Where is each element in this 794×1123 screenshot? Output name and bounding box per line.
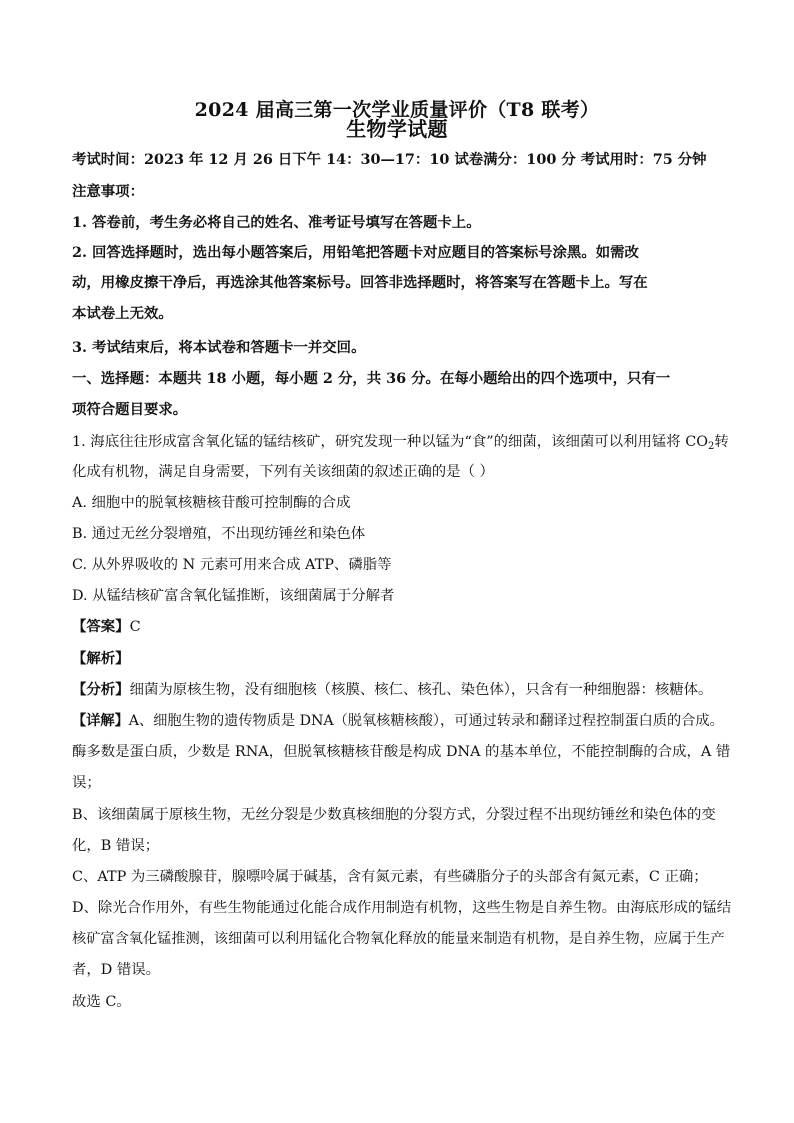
- answer-tag: 【答案】: [72, 618, 130, 635]
- option-d: D. 从锰结核矿富含氧化锰推断，该细菌属于分解者: [72, 588, 395, 604]
- xiangjie-line-4: B、该细菌属于原核生物，无丝分裂是少数真核细胞的分裂方式，分裂过程不出现纺锤丝和染色体的变: [72, 807, 716, 823]
- subscript-2: 2: [708, 441, 715, 452]
- analysis-tag: 【解析】: [72, 650, 130, 667]
- question-1-stem-tail: 转: [714, 434, 729, 450]
- xiangjie-tag: 【详解】: [72, 713, 129, 729]
- xiangjie-line-5: 化，B 错误；: [72, 838, 160, 854]
- fenxi-text: 细菌为原核生物，没有细胞核（核膜、核仁、核孔、染色体），只含有一种细胞器：核糖体。: [129, 682, 713, 698]
- option-c: C. 从外界吸收的 N 元素可用来合成 ATP、磷脂等: [72, 557, 392, 573]
- xiangjie-line-9: 者，D 错误。: [72, 962, 161, 978]
- xiangjie-line-6: C、ATP 为三磷酸腺苷，腺嘌呤属于碱基，含有氮元素，有些磷脂分子的头部含有氮元素，C 正确；: [72, 869, 708, 885]
- xiangjie-line-2: 酶多数是蛋白质，少数是 RNA，但脱氧核糖核苷酸是构成 DNA 的基本单位，不能控制酶的合成，A 错: [72, 744, 731, 760]
- xiangjie-text-1: A、细胞生物的遗传物质是 DNA（脱氧核糖核酸），可通过转录和翻译过程控制蛋白质的合成。: [128, 713, 724, 729]
- notice-item-2-line-1: 2. 回答选择题时，选出每小题答案后，用铅笔把答题卡对应题目的答案标号涂黑。如需改: [72, 244, 639, 261]
- xiangjie-line-8: 核矿富含氧化锰推测，该细菌可以利用锰化合物氧化释放的能量来制造有机物，是自养生物，应属于生产: [72, 931, 725, 947]
- section-heading-line-1: 一、选择题：本题共 18 小题，每小题 2 分，共 36 分。在每小题给出的四个选项中，只有一: [72, 370, 671, 387]
- conclusion: 故选 C。: [72, 994, 131, 1010]
- page-title: 2024 届高三第一次学业质量评价（T8 联考）: [194, 99, 600, 121]
- question-1-stem-text: 1. 海底往往形成富含氧化锰的锰结核矿，研究发现一种以锰为“食”的细菌，该细菌可以利用锰将 CO: [72, 434, 709, 450]
- option-a: A. 细胞中的脱氧核糖核苷酸可控制酶的合成: [72, 495, 351, 511]
- xiangjie-line-7: D、除光合作用外，有些生物能通过化能合成作用制造有机物，这些生物是自养生物。由海底形成的锰结: [72, 900, 732, 916]
- notice-item-3: 3. 考试结束后，将本试卷和答题卡一并交回。: [72, 339, 366, 356]
- xiangjie-line-1: [72, 711, 732, 731]
- notice-item-2-line-2: 动，用橡皮擦干净后，再选涂其他答案标号。回答非选择题时，将答案写在答题卡上。写在: [72, 274, 648, 291]
- notice-item-2-line-3: 本试卷上无效。: [72, 305, 173, 322]
- page-subtitle: 生物学试题: [346, 117, 448, 141]
- answer-line: [72, 617, 732, 637]
- exam-info: 考试时间：2023 年 12 月 26 日下午 14：30—17：10 试卷满分：100 分 考试用时：75 分钟: [72, 151, 707, 168]
- question-1-stem-line-1: [72, 432, 732, 457]
- xiangjie-line-3: 误；: [72, 775, 101, 791]
- question-1-stem-line-2: 化成有机物，满足自身需要，下列有关该细菌的叙述正确的是（ ）: [72, 464, 494, 480]
- fenxi-line: [72, 680, 732, 700]
- section-heading-line-2: 项符合题目要求。: [72, 401, 188, 418]
- answer-value: C: [129, 619, 141, 635]
- notice-item-1: 1. 答卷前，考生务必将自己的姓名、准考证号填写在答题卡上。: [72, 214, 481, 231]
- notice-heading: 注意事项：: [72, 183, 144, 200]
- option-b: B. 通过无丝分裂增殖，不出现纺锤丝和染色体: [72, 526, 366, 542]
- fenxi-tag: 【分析】: [72, 681, 130, 698]
